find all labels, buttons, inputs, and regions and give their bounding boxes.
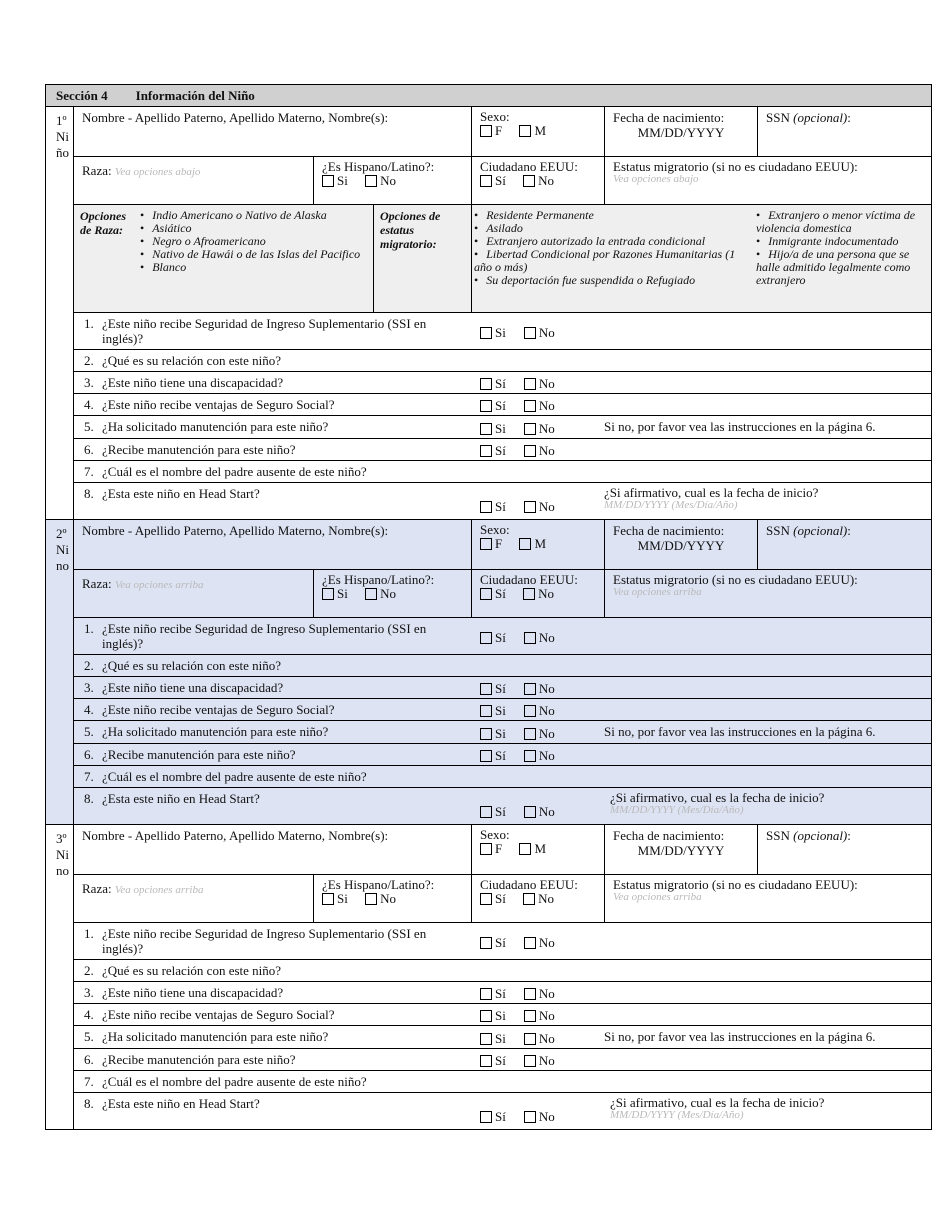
text-label: • Residente Permanente bbox=[474, 209, 752, 222]
status-field[interactable] bbox=[605, 875, 931, 922]
text-label: Raza: bbox=[82, 576, 112, 591]
text-label: ¿Esta este niño en Head Start? bbox=[102, 791, 260, 806]
text-label: F bbox=[495, 536, 503, 551]
question-disability bbox=[74, 372, 931, 394]
ssn-field[interactable] bbox=[758, 520, 931, 569]
text-label: Sí bbox=[495, 376, 506, 391]
text-label: Vea opciones arriba bbox=[613, 891, 702, 903]
text-label: F bbox=[495, 841, 503, 856]
sex-field bbox=[472, 520, 605, 569]
text-label: ¿Si afirmativo, cual es la fecha de inicio? bbox=[610, 1095, 825, 1110]
text-label: • Su deportación fue suspendida o Refugiado bbox=[474, 274, 752, 287]
question-absent-parent[interactable] bbox=[74, 461, 931, 483]
head-start-date-field[interactable] bbox=[600, 483, 931, 519]
text-label: Sí bbox=[495, 499, 506, 514]
text-label: Sí bbox=[495, 748, 506, 763]
text-label: 3. bbox=[84, 985, 94, 1000]
text-label: ¿Qué es su relación con este niño? bbox=[102, 658, 282, 673]
text-label: • Hijo/a de una persona que se halle admitido legalmente como extranjero bbox=[756, 248, 929, 287]
text-label: • Extranjero autorizado la entrada condicional bbox=[474, 235, 752, 248]
question-support-received bbox=[74, 1049, 931, 1071]
text-label: MM/DD/YYYY bbox=[637, 538, 725, 553]
text-label: Sí bbox=[495, 986, 506, 1001]
text-label: SSN bbox=[766, 828, 794, 843]
hispanic-yes-checkbox[interactable] bbox=[322, 588, 334, 600]
text-label: • Indio Americano o Nativo de Alaska bbox=[140, 209, 367, 222]
text-label: Sí bbox=[495, 1053, 506, 1068]
text-label: Estatus migratorio (si no es ciudadano EEUU): bbox=[613, 572, 858, 587]
text-label: ¿Este niño recibe Seguridad de Ingreso Suplementario (SSI en inglés)? bbox=[102, 926, 427, 956]
text-label: ¿Es Hispano/Latino?: bbox=[322, 159, 435, 174]
text-label: • Asilado bbox=[474, 222, 752, 235]
no-checkbox[interactable] bbox=[524, 988, 536, 1000]
text-label: ¿Ha solicitado manutención para este niño? bbox=[102, 724, 329, 739]
text-label: ¿Cuál es el nombre del padre ausente de este niño? bbox=[102, 769, 367, 784]
sex-m-checkbox[interactable] bbox=[519, 125, 531, 137]
text-label: No bbox=[538, 443, 555, 458]
dob-field[interactable]: Fecha de nacimiento: MM/DD/YYYY bbox=[605, 107, 758, 156]
yes-checkbox[interactable] bbox=[480, 937, 492, 949]
text-label: Si bbox=[495, 703, 506, 718]
text-label: No bbox=[380, 586, 396, 601]
no-checkbox[interactable] bbox=[524, 1033, 536, 1045]
text-label: No bbox=[538, 376, 555, 391]
text-label: Sexo: bbox=[480, 827, 510, 842]
child-number bbox=[46, 520, 74, 824]
text-label: No bbox=[538, 398, 555, 413]
text-label: 3. bbox=[84, 680, 94, 695]
text-label: No bbox=[538, 499, 555, 514]
sex-field bbox=[472, 825, 605, 874]
text-label: • Asiático bbox=[140, 222, 367, 235]
text-label: ¿Es Hispano/Latino?: bbox=[322, 572, 435, 587]
name-field[interactable] bbox=[74, 520, 472, 569]
no-checkbox[interactable] bbox=[524, 400, 536, 412]
text-label: No bbox=[538, 725, 555, 741]
sex-f-checkbox[interactable] bbox=[480, 125, 492, 137]
race-field[interactable] bbox=[74, 570, 314, 617]
text-label: 5. bbox=[84, 1029, 94, 1044]
text-label: Opciones de Raza: bbox=[80, 209, 126, 237]
text-label: No bbox=[538, 420, 555, 436]
text-label: Sexo: bbox=[480, 522, 510, 537]
status-options-list-b bbox=[754, 205, 931, 312]
no-checkbox[interactable] bbox=[524, 1010, 536, 1022]
text-label: Ni bbox=[56, 542, 69, 557]
head-start-date-field[interactable] bbox=[600, 788, 931, 824]
text-label: 4. bbox=[84, 1007, 94, 1022]
citizen-field bbox=[472, 875, 605, 922]
question-disability bbox=[74, 677, 931, 699]
no-checkbox[interactable] bbox=[524, 1055, 536, 1067]
status-field[interactable] bbox=[605, 570, 931, 617]
hispanic-yes-checkbox[interactable] bbox=[322, 893, 334, 905]
status-options-list-a bbox=[472, 205, 754, 312]
text-label: No bbox=[538, 1053, 555, 1068]
text-label: 8. bbox=[84, 1096, 94, 1111]
yes-checkbox[interactable] bbox=[480, 327, 492, 339]
ssn-field[interactable] bbox=[758, 107, 931, 156]
text-label: Sí bbox=[495, 681, 506, 696]
text-label: • Blanco bbox=[140, 261, 367, 274]
text-label: • Extranjero o menor víctima de violencia domestica bbox=[756, 209, 929, 235]
question-social-security bbox=[74, 1004, 931, 1026]
text-label: Sí bbox=[495, 891, 506, 906]
text-label: 1. bbox=[84, 621, 94, 636]
text-label: No bbox=[538, 1030, 555, 1046]
text-label: • Inmigrante indocumentado bbox=[756, 235, 929, 248]
yes-checkbox[interactable] bbox=[480, 750, 492, 762]
child-block-3 bbox=[46, 825, 931, 1129]
text-label: 5. bbox=[84, 724, 94, 739]
question-disability bbox=[74, 982, 931, 1004]
text-label: ¿Recibe manutención para este niño? bbox=[102, 747, 296, 762]
name-field[interactable]: Nombre - Apellido Paterno, Apellido Materno, Nombre(s): bbox=[74, 107, 472, 156]
text-label: Nombre - Apellido Paterno, Apellido Materno, Nombre(s): bbox=[82, 523, 389, 538]
text-label: Ciudadano EEUU: bbox=[480, 877, 578, 892]
no-checkbox[interactable] bbox=[524, 937, 536, 949]
text-label: Sí bbox=[495, 1109, 506, 1124]
text-label: Sí bbox=[495, 398, 506, 413]
text-label: ¿Este niño tiene una discapacidad? bbox=[102, 680, 284, 695]
section-number: Sección 4 bbox=[56, 87, 108, 103]
yes-checkbox[interactable] bbox=[480, 378, 492, 390]
head-start-date-field[interactable] bbox=[600, 1093, 931, 1129]
text-label: Fecha de nacimiento: bbox=[613, 523, 725, 538]
text-label: Si bbox=[337, 586, 348, 601]
sex-m-checkbox[interactable] bbox=[519, 843, 531, 855]
text-label: 6. bbox=[84, 1052, 94, 1067]
no-checkbox[interactable] bbox=[524, 632, 536, 644]
text-label: Si bbox=[495, 420, 506, 436]
text-label: Sí bbox=[495, 934, 506, 950]
text-label: • Nativo de Hawái o de las Islas del Pacifico bbox=[140, 248, 367, 261]
citizen-yes-checkbox[interactable] bbox=[480, 175, 492, 187]
text-label: M bbox=[534, 841, 547, 856]
question-support-received bbox=[74, 744, 931, 766]
text-label: ¿Ha solicitado manutención para este niño? bbox=[102, 1029, 329, 1044]
text-label: No bbox=[538, 748, 555, 763]
hispanic-no-checkbox[interactable] bbox=[365, 893, 377, 905]
text-label: ¿Si afirmativo, cual es la fecha de inicio? bbox=[604, 485, 819, 500]
text-label: No bbox=[538, 681, 555, 696]
sex-f-checkbox[interactable] bbox=[480, 538, 492, 550]
hispanic-field bbox=[314, 570, 472, 617]
text-label: 6. bbox=[84, 747, 94, 762]
text-label: 2. bbox=[84, 658, 94, 673]
citizen-yes-checkbox[interactable] bbox=[480, 588, 492, 600]
yes-checkbox[interactable] bbox=[480, 705, 492, 717]
no-checkbox[interactable] bbox=[524, 683, 536, 695]
text-label: 4. bbox=[84, 702, 94, 717]
child-block-2 bbox=[46, 520, 931, 825]
yes-checkbox[interactable] bbox=[480, 1033, 492, 1045]
dob-field[interactable] bbox=[605, 825, 758, 874]
no-checkbox[interactable] bbox=[524, 378, 536, 390]
yes-checkbox[interactable] bbox=[480, 1111, 492, 1123]
question-support-requested bbox=[74, 416, 931, 439]
text-label: MM/DD/YYYY (Mes/Día/Año) bbox=[604, 499, 738, 511]
text-label: 1. bbox=[84, 316, 94, 331]
text-label: Raza: bbox=[82, 881, 112, 896]
text-label: ¿Esta este niño en Head Start? bbox=[102, 1096, 260, 1111]
hispanic-field bbox=[314, 157, 472, 204]
text-label: 3. bbox=[84, 375, 94, 390]
text-label: No bbox=[538, 703, 555, 718]
yes-checkbox[interactable] bbox=[480, 1055, 492, 1067]
text-label: No bbox=[380, 891, 396, 906]
text-label: 7. bbox=[84, 1074, 94, 1089]
text-label: ¿Si afirmativo, cual es la fecha de inicio? bbox=[610, 790, 825, 805]
text-label: M bbox=[534, 123, 547, 138]
yes-checkbox[interactable] bbox=[480, 501, 492, 513]
hispanic-field bbox=[314, 875, 472, 922]
text-label: SSN bbox=[766, 110, 794, 125]
hispanic-no-checkbox[interactable] bbox=[365, 175, 377, 187]
text-label: Si bbox=[495, 1030, 506, 1046]
text-label: 7. bbox=[84, 464, 94, 479]
text-label: 8. bbox=[84, 486, 94, 501]
question-support-received bbox=[74, 439, 931, 461]
text-label: Ni bbox=[56, 847, 69, 862]
text-label: ¿Este niño tiene una discapacidad? bbox=[102, 985, 284, 1000]
question-support-requested bbox=[74, 721, 931, 744]
text-label: 5. bbox=[84, 419, 94, 434]
text-label: Estatus migratorio (si no es ciudadano EEUU): bbox=[613, 877, 858, 892]
text-label: 2. bbox=[84, 353, 94, 368]
text-label: ¿Este niño tiene una discapacidad? bbox=[102, 375, 284, 390]
yes-checkbox[interactable] bbox=[480, 683, 492, 695]
text-label: ¿Este niño recibe ventajas de Seguro Social? bbox=[102, 702, 335, 717]
text-label: Fecha de nacimiento: bbox=[613, 828, 725, 843]
text-label: Sí bbox=[495, 629, 506, 645]
text-label: No bbox=[538, 1008, 555, 1023]
text-label: Vea opciones abajo bbox=[114, 166, 201, 178]
text-label: M bbox=[534, 536, 547, 551]
text-label: ¿Esta este niño en Head Start? bbox=[102, 486, 260, 501]
yes-checkbox[interactable] bbox=[480, 423, 492, 435]
name-field[interactable] bbox=[74, 825, 472, 874]
text-label: ¿Ha solicitado manutención para este niño? bbox=[102, 419, 329, 434]
yes-checkbox[interactable] bbox=[480, 988, 492, 1000]
yes-checkbox[interactable] bbox=[480, 806, 492, 818]
text-label: No bbox=[538, 986, 555, 1001]
text-label: Opciones de estatus migratorio: bbox=[374, 205, 472, 312]
text-label: • Libertad Condicional por Razones Humanitarias (1 año o más) bbox=[474, 248, 752, 274]
no-checkbox[interactable] bbox=[524, 327, 536, 339]
text-label: Vea opciones arriba bbox=[114, 884, 204, 896]
text-label: Vea opciones abajo bbox=[613, 173, 699, 185]
text-label: No bbox=[538, 934, 555, 950]
text-label: Vea opciones arriba bbox=[613, 586, 702, 598]
citizen-field bbox=[472, 157, 605, 204]
text-label: ¿Este niño recibe Seguridad de Ingreso Suplementario (SSI en inglés)? bbox=[102, 621, 427, 651]
text-label: No bbox=[538, 1109, 555, 1124]
child-number: 1º Ni ño bbox=[46, 107, 74, 519]
text-label: : bbox=[847, 828, 851, 843]
text-label: ¿Cuál es el nombre del padre ausente de este niño? bbox=[102, 464, 367, 479]
text-label: Si no, por favor vea las instrucciones en la página 6. bbox=[604, 419, 876, 434]
question-social-security bbox=[74, 394, 931, 416]
section-header bbox=[46, 85, 931, 107]
text-label: Si bbox=[495, 1008, 506, 1023]
no-checkbox[interactable] bbox=[524, 423, 536, 435]
citizen-no-checkbox[interactable] bbox=[523, 893, 535, 905]
text-label: Ciudadano EEUU: bbox=[480, 159, 578, 174]
question-ssi bbox=[74, 313, 931, 350]
text-label: 3º bbox=[56, 831, 67, 846]
text-label: Si bbox=[337, 173, 348, 188]
section-title: Información del Niño bbox=[135, 87, 255, 103]
yes-checkbox[interactable] bbox=[480, 400, 492, 412]
yes-checkbox[interactable] bbox=[480, 728, 492, 740]
text-label: (opcional) bbox=[793, 828, 848, 843]
hispanic-yes-checkbox[interactable] bbox=[322, 175, 334, 187]
text-label: : bbox=[847, 110, 851, 125]
race-field[interactable] bbox=[74, 157, 314, 204]
child-information-form bbox=[45, 84, 932, 1130]
text-label: MM/DD/YYYY bbox=[637, 843, 725, 858]
text-label: ¿Recibe manutención para este niño? bbox=[102, 1052, 296, 1067]
no-checkbox[interactable] bbox=[524, 728, 536, 740]
text-label: no bbox=[56, 863, 69, 878]
options-legend bbox=[74, 205, 931, 313]
text-label: No bbox=[538, 586, 554, 601]
question-social-security bbox=[74, 699, 931, 721]
no-checkbox[interactable] bbox=[524, 806, 536, 818]
citizen-no-checkbox[interactable] bbox=[523, 588, 535, 600]
sex-f-checkbox[interactable] bbox=[480, 843, 492, 855]
citizen-field bbox=[472, 570, 605, 617]
text-label: Ciudadano EEUU: bbox=[480, 572, 578, 587]
status-field[interactable] bbox=[605, 157, 931, 204]
yes-checkbox[interactable] bbox=[480, 632, 492, 644]
text-label: Sí bbox=[495, 443, 506, 458]
question-head-start bbox=[74, 788, 931, 824]
citizen-yes-checkbox[interactable] bbox=[480, 893, 492, 905]
text-label: ¿Cuál es el nombre del padre ausente de este niño? bbox=[102, 1074, 367, 1089]
text-label: Si bbox=[495, 324, 506, 340]
text-label: No bbox=[538, 324, 555, 340]
text-label: ¿Es Hispano/Latino?: bbox=[322, 877, 435, 892]
question-support-requested bbox=[74, 1026, 931, 1049]
dob-field[interactable] bbox=[605, 520, 758, 569]
no-checkbox[interactable] bbox=[524, 501, 536, 513]
text-label: SSN bbox=[766, 523, 794, 538]
text-label: No bbox=[538, 173, 554, 188]
question-head-start bbox=[74, 483, 931, 519]
text-label: 6. bbox=[84, 442, 94, 457]
hispanic-no-checkbox[interactable] bbox=[365, 588, 377, 600]
question-head-start bbox=[74, 1093, 931, 1129]
text-label: ¿Este niño recibe ventajas de Seguro Social? bbox=[102, 1007, 335, 1022]
text-label: ¿Qué es su relación con este niño? bbox=[102, 353, 282, 368]
no-checkbox[interactable] bbox=[524, 750, 536, 762]
race-field[interactable] bbox=[74, 875, 314, 922]
no-checkbox[interactable] bbox=[524, 1111, 536, 1123]
text-label: MM/DD/YYYY (Mes/Día/Año) bbox=[610, 804, 744, 816]
text-label: Raza: bbox=[82, 163, 112, 178]
question-relationship[interactable] bbox=[74, 350, 931, 372]
text-label: : bbox=[847, 523, 851, 538]
child-number bbox=[46, 825, 74, 1129]
text-label: Si bbox=[337, 891, 348, 906]
text-label: MM/DD/YYYY (Mes/Día/Año) bbox=[610, 1109, 744, 1121]
child-block-1 bbox=[46, 107, 931, 520]
ssn-field[interactable] bbox=[758, 825, 931, 874]
question-ssi bbox=[74, 923, 931, 960]
text-label: No bbox=[538, 891, 554, 906]
text-label: no bbox=[56, 558, 69, 573]
text-label: Si bbox=[495, 725, 506, 741]
yes-checkbox[interactable] bbox=[480, 1010, 492, 1022]
text-label: 1. bbox=[84, 926, 94, 941]
text-label: 8. bbox=[84, 791, 94, 806]
text-label: ¿Este niño recibe Seguridad de Ingreso Suplementario (SSI en inglés)? bbox=[102, 316, 427, 346]
sex-m-checkbox[interactable] bbox=[519, 538, 531, 550]
text-label: Estatus migratorio (si no es ciudadano EEUU): bbox=[613, 159, 858, 174]
text-label: No bbox=[380, 173, 396, 188]
question-relationship[interactable] bbox=[74, 655, 931, 677]
text-label: 2. bbox=[84, 963, 94, 978]
text-label: Si no, por favor vea las instrucciones en la página 6. bbox=[604, 1029, 876, 1044]
question-ssi bbox=[74, 618, 931, 655]
text-label: No bbox=[538, 629, 555, 645]
text-label: 4. bbox=[84, 397, 94, 412]
yes-checkbox[interactable] bbox=[480, 445, 492, 457]
text-label: Sí bbox=[495, 173, 506, 188]
citizen-no-checkbox[interactable] bbox=[523, 175, 535, 187]
no-checkbox[interactable] bbox=[524, 705, 536, 717]
text-label: ¿Este niño recibe ventajas de Seguro Social? bbox=[102, 397, 335, 412]
text-label: ¿Recibe manutención para este niño? bbox=[102, 442, 296, 457]
text-label: 7. bbox=[84, 769, 94, 784]
text-label: F bbox=[495, 123, 503, 138]
no-checkbox[interactable] bbox=[524, 445, 536, 457]
text-label: Sí bbox=[495, 804, 506, 819]
text-label: • Negro o Afroamericano bbox=[140, 235, 367, 248]
question-absent-parent[interactable] bbox=[74, 1071, 931, 1093]
race-options-list bbox=[140, 209, 367, 308]
text-label: Si no, por favor vea las instrucciones en la página 6. bbox=[604, 724, 876, 739]
text-label: (opcional) bbox=[793, 523, 848, 538]
question-relationship[interactable] bbox=[74, 960, 931, 982]
text-label: No bbox=[538, 804, 555, 819]
text-label: (opcional) bbox=[793, 110, 848, 125]
text-label: Nombre - Apellido Paterno, Apellido Materno, Nombre(s): bbox=[82, 828, 389, 843]
text-label: ¿Qué es su relación con este niño? bbox=[102, 963, 282, 978]
text-label: 2º bbox=[56, 526, 67, 541]
text-label: Sí bbox=[495, 586, 506, 601]
sex-field: Sexo: F M bbox=[472, 107, 605, 156]
question-absent-parent[interactable] bbox=[74, 766, 931, 788]
text-label: Vea opciones arriba bbox=[114, 579, 204, 591]
